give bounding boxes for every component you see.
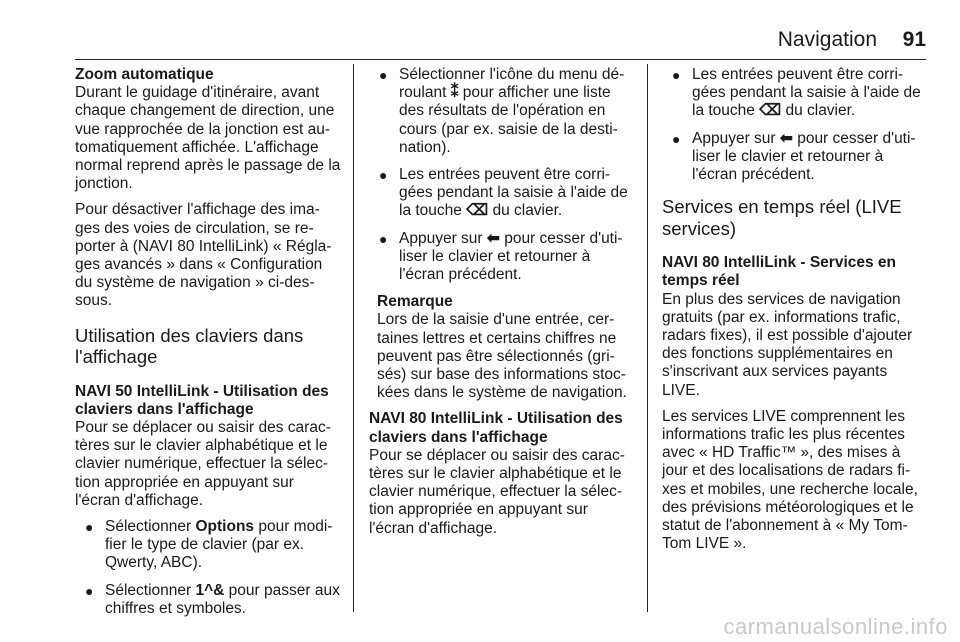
column-divider bbox=[647, 64, 648, 612]
navi50-title: NAVI 50 IntelliLink - Utilisation des claviers dans l'affichage bbox=[75, 382, 329, 418]
backspace-icon: ⌫ bbox=[466, 202, 489, 220]
item-text: pour cesser d'uti-liser le clavier et retourner à l'écran précédent. bbox=[692, 129, 916, 184]
header-rule bbox=[75, 59, 926, 60]
note-box bbox=[377, 293, 632, 402]
back-arrow-icon: ⬅ bbox=[779, 129, 793, 147]
live-text-1: En plus des services de navigation gratuits (par ex. informations trafic, radars fixes), il est possible d'ajouter des fonctions supplémentaires en s'inscrivant aux services payants LIVE. bbox=[662, 290, 913, 399]
dropdown-menu-icon: ⁑ bbox=[450, 84, 459, 102]
list-item bbox=[85, 582, 343, 618]
list-item bbox=[85, 518, 343, 573]
item-text: Les entrées peuvent être corri-gées pendant la saisie à l'aide de la touche bbox=[399, 166, 628, 220]
watermark: carmanualsonline.info bbox=[723, 614, 948, 639]
symbols-label: 1^& bbox=[195, 581, 225, 599]
back-arrow-icon: ⬅ bbox=[486, 229, 500, 247]
bullet-icon: ● bbox=[85, 582, 94, 599]
backspace-icon: ⌫ bbox=[759, 102, 782, 120]
list-item bbox=[379, 166, 632, 221]
list-item bbox=[379, 230, 632, 285]
page-header bbox=[0, 26, 960, 56]
item-text: Appuyer sur bbox=[399, 229, 487, 247]
options-label: Options bbox=[195, 518, 255, 536]
item-text: Appuyer sur bbox=[692, 129, 780, 147]
list-item bbox=[379, 66, 632, 157]
bullet-icon: ● bbox=[379, 167, 388, 184]
bullet-icon: ● bbox=[379, 67, 388, 83]
bullet-icon: ● bbox=[85, 519, 94, 536]
deactivate-text: Pour désactiver l'affichage des ima-ges des voies de circulation, se re-porter à (NAVI 80 IntelliLink) « Régla-ges avancés » dans « Configuration du système de navigation » ci-des-sous. bbox=[75, 201, 332, 310]
live-title: NAVI 80 IntelliLink - Services en temps réel bbox=[662, 254, 897, 290]
header-title: Navigation bbox=[777, 28, 877, 51]
item-text: pour cesser d'uti-liser le clavier et retourner à l'écran précédent. bbox=[399, 229, 623, 284]
list-item bbox=[672, 130, 928, 185]
bullet-icon: ● bbox=[379, 230, 388, 247]
item-text: Sélectionner bbox=[105, 581, 196, 599]
column-left bbox=[75, 66, 343, 627]
column-divider bbox=[353, 64, 354, 612]
item-text: du clavier. bbox=[488, 202, 563, 220]
item-text: pour afficher une liste des résultats de l'opération en cours (par ex. saisie de la desti-nation). bbox=[399, 84, 618, 156]
bullet-icon: ● bbox=[672, 67, 681, 83]
item-text: pour passer aux chiffres et symboles. bbox=[105, 581, 340, 617]
list-item bbox=[672, 66, 928, 121]
navi50-text: Pour se déplacer ou saisir des carac-tères sur le clavier alphabétique et le clavier numérique, effectuer la sélec-tion appropriée en appuyant sur l'écran d'affichage. bbox=[75, 419, 331, 509]
item-text: pour modi-fier le type de clavier (par ex. Qwerty, ABC). bbox=[105, 518, 333, 572]
item-text: Sélectionner bbox=[105, 518, 196, 536]
item-text: du clavier. bbox=[781, 102, 856, 120]
note-title: Remarque bbox=[377, 293, 453, 311]
bullet-icon: ● bbox=[672, 130, 681, 147]
zoom-text: Durant le guidage d'itinéraire, avant chaque changement de direction, une vue rapprochée de la jonction est au-tomatiquement affichée. L'affichage normal reprend après le passage de la jonction. bbox=[75, 84, 341, 193]
page-number: 91 bbox=[902, 28, 926, 51]
live-text-2: Les services LIVE comprennent les informations trafic les plus récentes avec « HD Traffic™ », des mises à jour et des localisations de radars fi-xes et mobiles, une recherche locale, des prévisions météorologiques et le statut de l'abonnement à « My Tom-Tom LIVE ». bbox=[662, 407, 918, 553]
navi80-title: NAVI 80 IntelliLink - Utilisation des claviers dans l'affichage bbox=[369, 410, 623, 446]
keyboard-section-title: Utilisation des claviers dans l'affichage bbox=[75, 324, 304, 368]
navi80-text: Pour se déplacer ou saisir des carac-tères sur le clavier alphabétique et le clavier numérique, effectuer la sélec-tion appropriée en appuyant sur l'écran d'affichage. bbox=[369, 446, 625, 537]
item-text: Sélectionner l'icône du menu dé-roulant bbox=[399, 66, 625, 102]
zoom-title: Zoom automatique bbox=[75, 66, 214, 83]
note-text: Lors de la saisie d'une entrée, cer-taines lettres et certains chiffres ne peuvent pas être sélectionnés (gri-sés) sur base des informations stoc-kées dans le système de navigation. bbox=[377, 311, 627, 402]
column-right bbox=[662, 66, 928, 561]
column-middle bbox=[369, 66, 632, 546]
item-text: Les entrées peuvent être corri-gées pendant la saisie à l'aide de la touche bbox=[692, 66, 921, 120]
live-section-title: Services en temps réel (LIVE services) bbox=[662, 196, 902, 239]
